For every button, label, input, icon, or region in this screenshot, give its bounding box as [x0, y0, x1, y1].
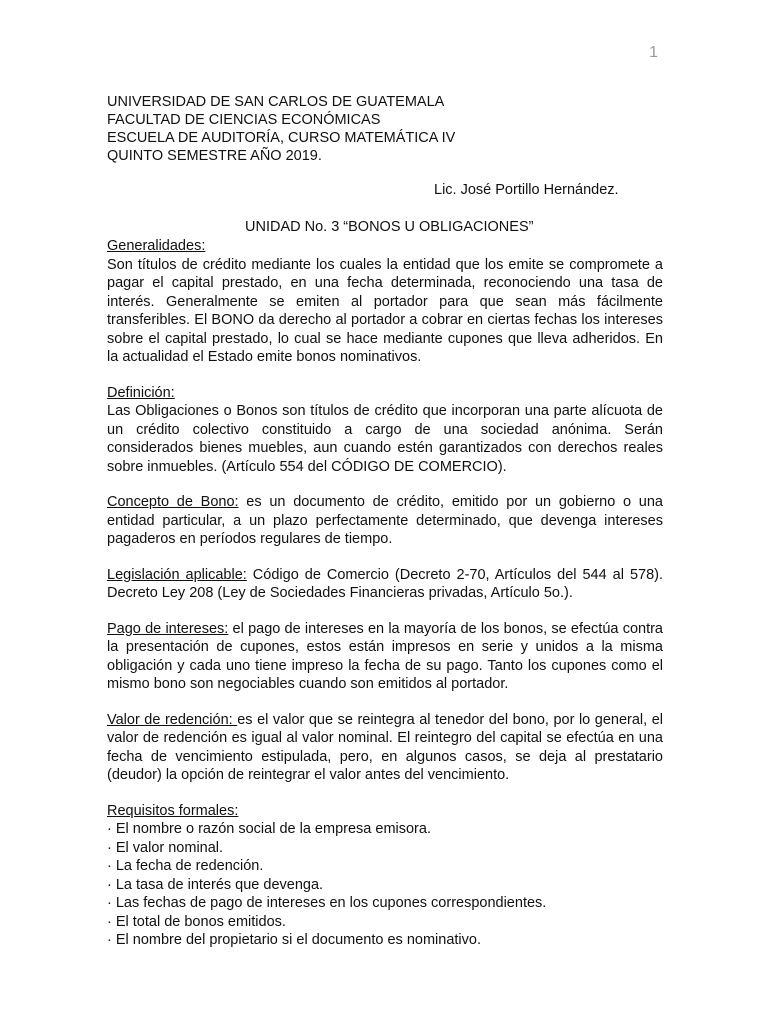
- list-item: · Las fechas de pago de intereses en los cupones correspondientes.: [107, 895, 547, 911]
- section-heading: Definición:: [107, 384, 175, 401]
- document-header: [107, 93, 455, 165]
- section-requisitos: [107, 802, 663, 950]
- list-item: · El nombre del propietario si el documento es nominativo.: [107, 932, 481, 948]
- header-line-university: UNIVERSIDAD DE SAN CARLOS DE GUATEMALA: [107, 94, 445, 110]
- author-name: Lic. José Portillo Hernández.: [434, 182, 619, 198]
- section-text: Las Obligaciones o Bonos son títulos de crédito que incorporan una parte alícuota de un crédito colectivo constituido a cargo de una sociedad anónima. Serán considerados bienes muebles, aun cuando estén garantizados con derechos reales sobre inmuebles. (Artículo 554 del CÓDIGO DE COMERCIO).: [107, 403, 663, 475]
- section-definicion: [107, 384, 663, 477]
- list-item: · El nombre o razón social de la empresa emisora.: [107, 821, 431, 837]
- section-pago: [107, 620, 663, 694]
- unit-title: UNIDAD No. 3 “BONOS U OBLIGACIONES”: [245, 219, 534, 235]
- section-generalidades: [107, 237, 663, 367]
- header-line-school: ESCUELA DE AUDITORÍA, CURSO MATEMÁTICA IV: [107, 130, 456, 146]
- header-line-faculty: FACULTAD DE CIENCIAS ECONÓMICAS: [107, 112, 381, 128]
- list-item: · El valor nominal.: [107, 839, 224, 856]
- section-text: es el valor que se reintegra al tenedor del bono, por lo general, el valor de redención es igual al valor nominal. El reintegro del capital se efectúa en una fecha de vencimiento estipulada, pero, en algunos casos, se deja al prestatario (deudor) la opción de reintegrar el valor antes del vencimiento.: [107, 711, 663, 783]
- section-redencion: [107, 711, 663, 785]
- section-text: Código de Comercio (Decreto 2-70, Artículos del 544 al 578). Decreto Ley 208 (Ley de Sociedades Financieras privadas, Artículo 5o.).: [107, 566, 663, 601]
- section-concepto: [107, 493, 663, 549]
- section-heading: Valor de redención:: [107, 711, 238, 728]
- document-body: [107, 237, 663, 950]
- list-item: · El total de bonos emitidos.: [107, 913, 286, 930]
- section-legislacion: [107, 566, 663, 603]
- section-heading: Requisitos formales:: [107, 802, 239, 819]
- section-text: es un documento de crédito, emitido por un gobierno o una entidad particular, a un plazo perfectamente determinado, que devenga intereses pagaderos en períodos regulares de tiempo.: [107, 494, 663, 547]
- requirements-list: [107, 820, 663, 950]
- section-text: el pago de intereses en la mayoría de los bonos, se efectúa contra la presentación de cupones, estos están impresos en serie y unidos a la misma obligación y cada uno tiene impreso la fecha de su pago. Tanto los cupones como el mismo bono son negociables cuando son emitidos al portador.: [107, 620, 663, 692]
- section-heading: Legislación aplicable:: [107, 566, 247, 583]
- section-heading: Pago de intereses:: [107, 620, 229, 637]
- header-line-semester: QUINTO SEMESTRE AÑO 2019.: [107, 148, 322, 164]
- section-heading: Generalidades:: [107, 238, 206, 254]
- page-number: 1: [649, 44, 658, 61]
- list-item: · La fecha de redención.: [107, 858, 264, 874]
- section-heading: Concepto de Bono:: [107, 494, 239, 510]
- list-item: · La tasa de interés que devenga.: [107, 876, 324, 893]
- section-text: Son títulos de crédito mediante los cuales la entidad que los emite se compromete a pagar el capital prestado, en una fecha determinada, reconociendo una tasa de interés. Generalmente se emiten al portador para que sean más fácilmente transferibles. El BONO da derecho al portador a cobrar en ciertas fechas los intereses sobre el capital prestado, lo cual se hace mediante cupones que lleva adheridos. En la actualidad el Estado emite bonos nominativos.: [107, 256, 663, 365]
